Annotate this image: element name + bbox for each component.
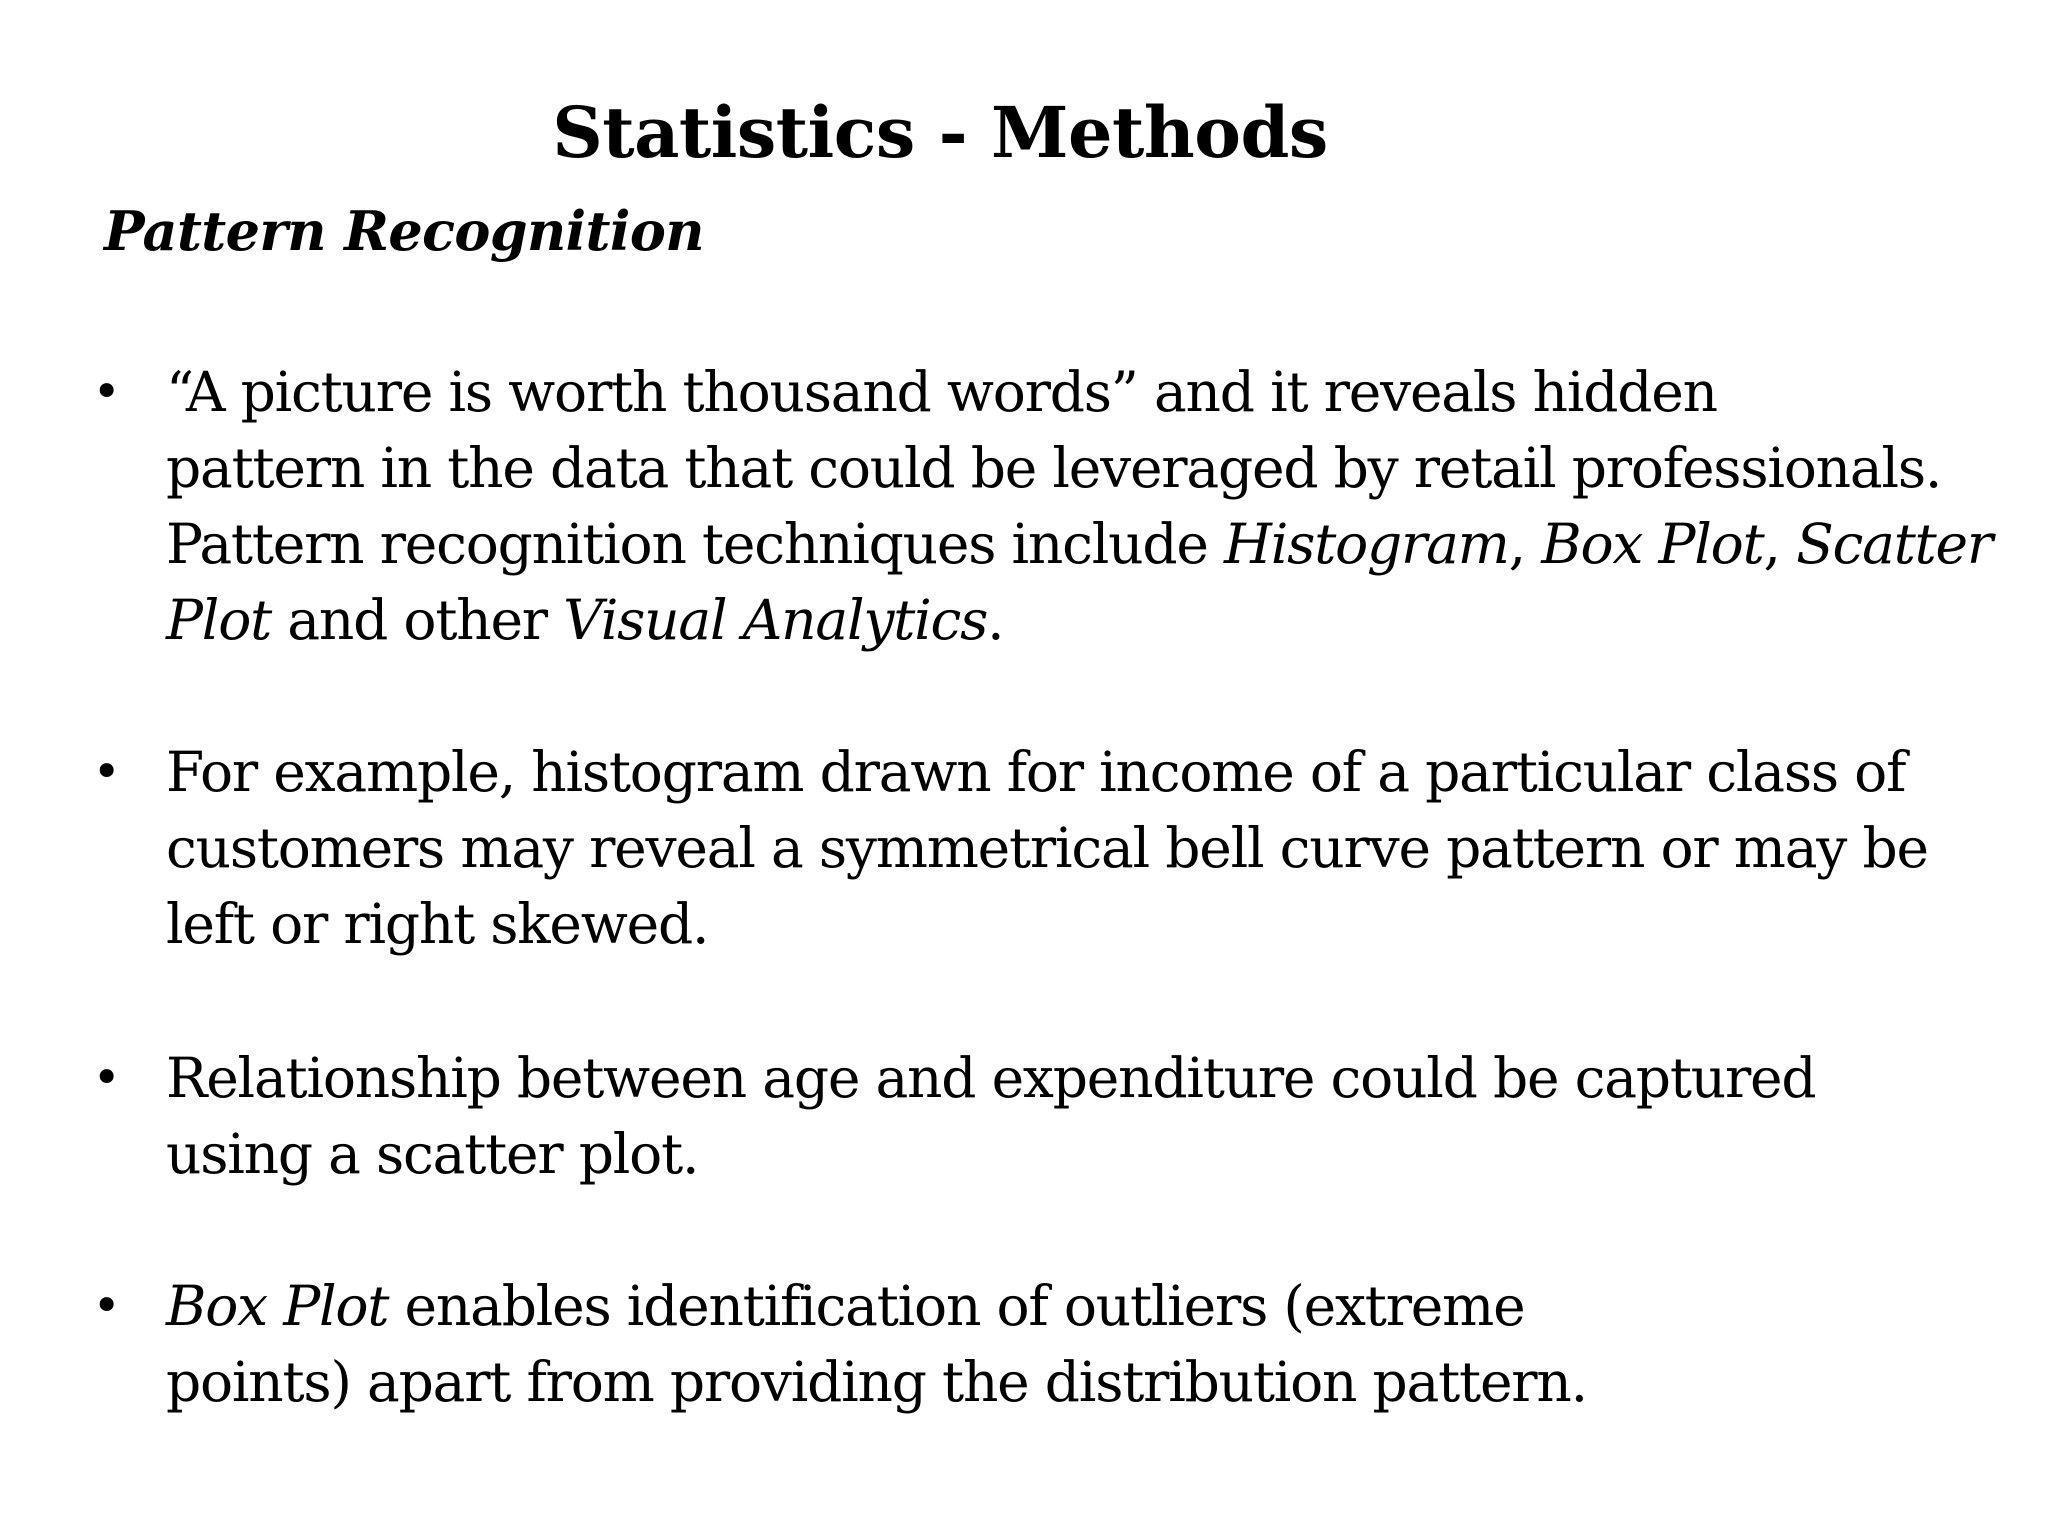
bullet-2-line-1: For example, histogram drawn for income of a particular class of xyxy=(166,740,1906,804)
term-histogram: Histogram xyxy=(1224,512,1509,576)
bullet-1-line-2: pattern in the data that could be leveraged by retail professionals. xyxy=(166,436,1942,500)
term-scatter: Scatter xyxy=(1796,512,1992,576)
bullet-2-line-3: left or right skewed. xyxy=(166,892,709,956)
bullet-1-line-4-mid: and other xyxy=(271,588,564,652)
bullet-marker: • xyxy=(92,1278,120,1334)
bullet-1-line-4 xyxy=(166,582,2026,658)
bullet-4-line-1 xyxy=(166,1268,2026,1344)
bullet-1-line-3-prefix: Pattern recognition techniques include xyxy=(166,512,1225,576)
bullet-1-line-4-end: . xyxy=(987,588,1004,652)
bullet-3-line-2: using a scatter plot. xyxy=(166,1122,699,1186)
bullet-item-picture-worth xyxy=(92,354,2026,658)
separator: , xyxy=(1763,512,1797,576)
term-box-plot: Box Plot xyxy=(1541,512,1764,576)
bullet-2-line-2: customers may reveal a symmetrical bell curve pattern or may be xyxy=(166,816,1928,880)
bullet-1-line-1: “A picture is worth thousand words” and it reveals hidden xyxy=(166,360,1717,424)
slide-title: Statistics - Methods xyxy=(552,91,1328,174)
separator: , xyxy=(1508,512,1542,576)
bullet-marker: • xyxy=(92,744,120,800)
bullet-item-histogram-example xyxy=(92,734,2026,962)
bullet-4-line-2: points) apart from providing the distribution pattern. xyxy=(166,1350,1587,1414)
bullet-item-scatter-relationship xyxy=(92,1040,2026,1192)
bullet-4-line-1-rest: enables identification of outliers (extreme xyxy=(388,1274,1525,1338)
bullet-marker: • xyxy=(92,364,120,420)
term-plot: Plot xyxy=(166,588,272,652)
bullet-1-line-3 xyxy=(166,506,2026,582)
bullet-marker: • xyxy=(92,1050,120,1106)
term-visual-analytics: Visual Analytics xyxy=(563,588,988,652)
bullet-3-line-1: Relationship between age and expenditure could be captured xyxy=(166,1046,1816,1110)
slide-subtitle: Pattern Recognition xyxy=(104,199,704,263)
bullet-item-box-plot xyxy=(92,1268,2026,1420)
term-box-plot: Box Plot xyxy=(166,1274,389,1338)
